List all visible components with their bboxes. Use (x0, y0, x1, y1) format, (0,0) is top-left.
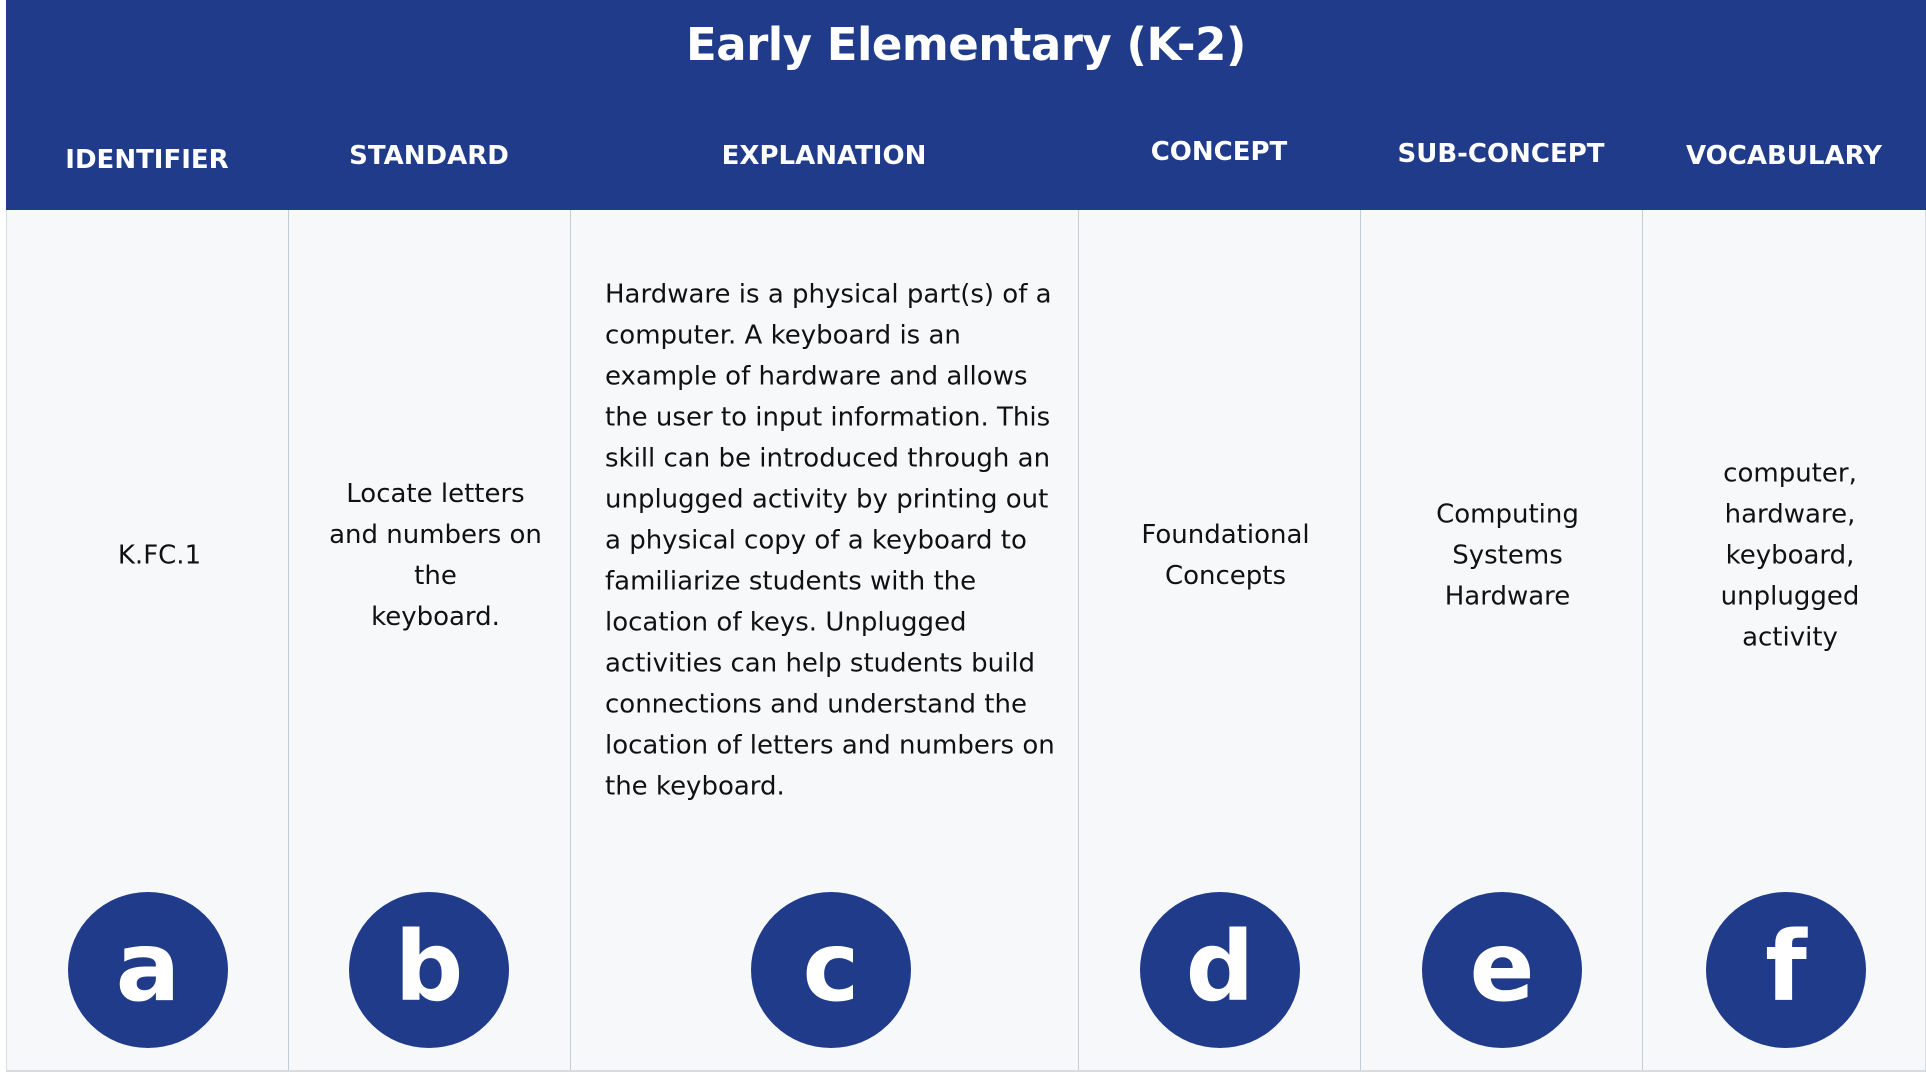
table-body (6, 210, 1926, 1072)
explanation-line: familiarize students with the (605, 566, 977, 597)
badge-f: f (1706, 892, 1866, 1048)
explanation-line: a physical copy of a keyboard to (605, 525, 1027, 556)
identifier-text (19, 536, 300, 577)
cell-concept (1078, 210, 1360, 1072)
standard-line: Locate letters (346, 479, 525, 509)
vocabulary-line: keyboard, (1725, 540, 1855, 571)
vocabulary-text (1649, 454, 1926, 659)
column-header-identifier: IDENTIFIER (65, 145, 229, 175)
cell-identifier (6, 210, 288, 1072)
column-header-explanation: EXPLANATION (721, 141, 927, 171)
explanation-line: activities can help students build (605, 648, 1036, 679)
standards-table (6, 0, 1926, 1072)
column-header-standard: STANDARD (349, 141, 509, 171)
vocabulary-line: computer, (1723, 458, 1857, 489)
concept-line: Foundational (1141, 520, 1310, 550)
sub-concept-text (1367, 495, 1648, 618)
explanation-text (605, 275, 1075, 808)
sub-concept-line: Hardware (1444, 581, 1571, 612)
badge-a: a (68, 892, 228, 1048)
explanation-line: computer. A keyboard is an (605, 320, 961, 351)
explanation-line: the keyboard. (605, 771, 785, 802)
sub-concept-line: Systems (1452, 540, 1563, 571)
sub-concept-line: Computing (1436, 499, 1579, 530)
concept-text (1085, 515, 1366, 597)
column-header-sub-concept: SUB-CONCEPT (1397, 139, 1605, 169)
badge-c: c (751, 892, 911, 1048)
standard-line: the (414, 561, 457, 591)
column-header-vocabulary: VOCABULARY (1685, 141, 1882, 171)
table-header (6, 0, 1926, 210)
explanation-line: connections and understand the (605, 689, 1027, 720)
standard-line: and numbers on (329, 520, 542, 550)
standard-line: keyboard. (371, 602, 500, 632)
cell-vocabulary (1642, 210, 1926, 1072)
badge-d: d (1140, 892, 1300, 1048)
table-bottom-border (6, 1070, 1926, 1072)
table-title: Early Elementary (K-2) (685, 18, 1246, 71)
identifier-line: K.FC.1 (117, 540, 202, 571)
explanation-line: skill can be introduced through an (605, 443, 1051, 474)
explanation-line: location of letters and numbers on (605, 730, 1055, 761)
cell-sub-concept (1360, 210, 1642, 1072)
cell-explanation (570, 210, 1078, 1072)
concept-line: Concepts (1164, 561, 1287, 591)
explanation-line: example of hardware and allows (605, 361, 1028, 392)
explanation-line: Hardware is a physical part(s) of a (605, 279, 1052, 310)
vocabulary-line: unplugged (1720, 581, 1860, 612)
badge-b: b (349, 892, 509, 1048)
cell-standard (288, 210, 570, 1072)
standard-text (295, 474, 576, 638)
badge-e: e (1422, 892, 1582, 1048)
vocabulary-line: hardware, (1724, 499, 1856, 530)
explanation-line: the user to input information. This (605, 402, 1051, 433)
explanation-line: unplugged activity by printing out (605, 484, 1049, 515)
explanation-line: location of keys. Unplugged (605, 607, 967, 638)
vocabulary-line: activity (1742, 622, 1838, 653)
column-header-concept: CONCEPT (1150, 137, 1288, 167)
